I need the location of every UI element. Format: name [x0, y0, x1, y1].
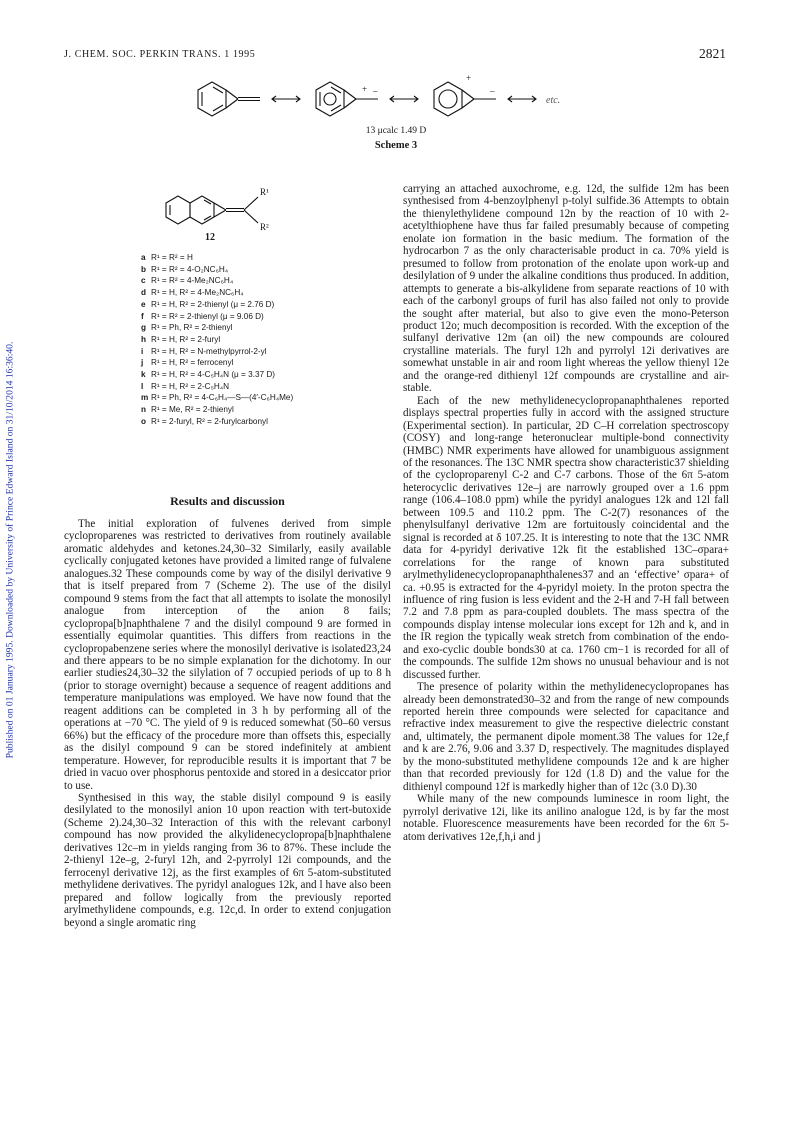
substituent-item: [141, 287, 391, 299]
paragraph: carrying an attached auxochrome, e.g. 12d, the sulfide 12m has been synthesised from 4-benzoylphenyl p-tolyl sulfide.36 Attempts to obtain the thienylethylidene compound 12n by the reaction of 10 with 2-acetylthiophene have thus far failed presumably because of competing enolate ion formation in the basic medium. The formation of the hydrocarbon 7 as the only characterisable product in ca. 70% yield is presumed to follow from protonation of the enolate upon work-up and desilylation of 9 under the alkaline conditions thus produced. In addition, attempts to generate a bis-alkylidene from separate reactions of 10 with each of the carbonyl groups of furil has also failed not only to provide the sought after material, but also to give even the mono-Peterson product 12o; much decomposition is recorded. With the exception of the sulfanyl derivative 12m (an oil) the new compounds are coloured crystalline materials. The furyl 12h and pyrrolyl 12i derivatives are somewhat unstable in air and room light whereas the yellow thienyl 12e and the orange-red dithienyl 12f compounds are crystalline and air-stable.: [403, 183, 729, 395]
r1-label: R¹: [260, 187, 269, 197]
substituent-text: R¹ = Ph, R² = 4-C₆H₄—S—(4′-C₆H₄Me): [151, 393, 294, 403]
substituent-text: R¹ = 2-furyl, R² = 2-furylcarbonyl: [151, 416, 268, 426]
resonance-arrow-1: [272, 96, 300, 102]
substituent-key: e: [141, 299, 146, 309]
r2-label: R²: [260, 222, 269, 232]
paragraph: The presence of polarity within the methylidenecyclopropanes has already been demonstrated30–32 and from the range of new compounds reported herein three compounds were selected for capacitance and refractive index measurement to give the respective dielectric constant and, ultimately, the permanent dipole moment.38 The values for 12e,f and k are 2.76, 9.06 and 3.37 D, respectively. The magnitudes displayed by the mono-substituted methylidene compounds 12e and k are higher than that recorded previously for 12d (1.8 D) and the value for the dithienyl compound 12f is markedly higher than of 12c (3.0 D).30: [403, 681, 729, 793]
substituent-text: R¹ = H, R² = 2-furyl: [151, 334, 221, 344]
charge-plus-2: +: [362, 84, 368, 94]
substituent-item: [141, 334, 391, 346]
substituent-item: [141, 369, 391, 381]
substituent-key: k: [141, 370, 146, 380]
compound-12-structure: [150, 183, 290, 243]
substituent-text: R¹ = Me, R² = 2-thienyl: [151, 405, 234, 415]
download-watermark-text[interactable]: Published on 01 January 1995. Downloaded by University of Prince Edward Island on 31/10/2014 16:36:40.: [4, 341, 16, 759]
substituent-item: [141, 322, 391, 334]
substituent-key: m: [141, 393, 149, 403]
running-header: [64, 46, 726, 64]
substituent-key: j: [141, 358, 144, 368]
substituent-key: d: [141, 288, 147, 298]
substituent-item: [141, 404, 391, 416]
substituent-item: [141, 357, 391, 369]
substituent-text: R¹ = H, R² = 4-C₅H₄N (μ = 3.37 D): [151, 370, 275, 380]
paragraph: Each of the new methylidenecyclopropanaphthalenes reported displays spectral properties fully in accord with the assigned structure (Experimental section). In particular, 2D C–H correlation spectroscopy (COSY) and long-range heteronuclear multiple-bond connectivity (HMBC) NMR experiments have allowed for unambiguous assignment of the resonances. The 13C NMR spectra show characteristic37 shielding of the cycloproparenyl C-2 and C-7 carbons. Those of the 6π 5-atom heterocyclic derivatives 12e–j are narrowly grouped over a 1.6 ppm range (106.4–108.0 ppm) while the pyridyl analogues 12k and 12l fall between 109.5 and 110.2 ppm. The C-2(7) resonances of the phenylsulfanyl derivative 12m are fortuitously coincidental and the signal is recorded at δ 107.25. It is interesting to note that the 13C NMR data for 4-pyridyl derivative 12k fit the established 13C–σpara+ correlations for the range of known para substituted arylmethylidenecyclopropanaphthalenes37 and an ‘effective’ σpara+ of ca. +0.95 is extracted for the 4-pyridyl moiety. In the proton spectra the influence of ring fusion is less evident and the 2-H and 7-H fall between 7.2 and 7.8 ppm as para-coupled doublets. The mass spectra of the compounds display intense molecular ions except for 12h and k, and in the IR region the typically weak stretch from combination of the endo- and exo-cyclic double bonds30 at ca. 1760 cm−1 is recorded for all of the compounds. The sulfide 12m shows no unusual behaviour and is not discussed further.: [403, 394, 729, 681]
substituent-item: [141, 299, 391, 311]
charge-minus-3: –: [490, 86, 495, 96]
right-column-text: [403, 183, 729, 843]
substituent-text: R¹ = Ph, R² = 2-thienyl: [151, 323, 233, 333]
paragraph: While many of the new compounds luminesce in room light, the pyrrolyl derivative 12i, like its anilino analogue 12d, is by far the most notable. Fluorescence measurements have been recorded for the 6π 5-atom derivatives 12e,f,h,i and j: [403, 793, 729, 843]
charge-minus-2: –: [373, 86, 378, 96]
compound-12-label: 12: [205, 232, 215, 243]
substituent-item: [141, 392, 391, 404]
page-number: 2821: [699, 46, 726, 61]
resonance-structure-2: [316, 82, 378, 116]
substituent-item: [141, 346, 391, 358]
resonance-arrow-3: [508, 96, 536, 102]
substituent-key: n: [141, 405, 147, 415]
substituent-item: [141, 275, 391, 287]
substituent-text: R¹ = H, R² = 4-Me₂NC₆H₄: [151, 288, 244, 298]
scheme-3-structures: [190, 68, 610, 130]
substituent-item: [141, 416, 391, 428]
substituent-list: [141, 252, 391, 428]
substituent-text: R¹ = H, R² = 2-C₅H₄N: [151, 381, 230, 391]
substituent-key: g: [141, 323, 147, 333]
substituent-key: h: [141, 334, 147, 344]
paragraph: The initial exploration of fulvenes derived from simple cycloproparenes was restricted to derivatives from routinely available aromatic aldehydes and ketones.24,30–32 Similarly, easily available cyclically conjugated ketones have provided a limited range of fulvalene analogues.32 These compounds come by way of the disilyl derivative 9 that is itself prepared from 7 (Scheme 2). The use of the disilyl compound 9 stems from the fact that all attempts to isolate the monosilyl analogue from interception of the anion 8 fails; cyclopropa[b]naphthalene 7 and the disilyl compound 9 are formed in essentially equimolar quantities. This differs from reactions in the cyclopropabenzene series where the monosilyl derivative is isolated23,24 and there appears to be no simple explanation for the dichotomy. In our earlier studies24,30–32 the silylation of 7 occupied periods of up to 8 h (prior to storage overnight) because a sequence of reagent additions and temperature manipulations was employed. We have now found that the reagent additions can be completed in 3 h by performing all of the operations at −70 °C. The yield of 9 is reduced somewhat (50–60 versus 66%) but the efficacy of the procedure more than offsets this, especially as the disilyl compound 9 can be stored indefinitely at ambient temperature. However, for reproducible results it is important that 7 be dried in vacuo over phosphorus pentoxide and stored in a desiccator prior to use.: [64, 518, 391, 792]
resonance-structure-1: [198, 82, 260, 116]
substituent-item: [141, 311, 391, 323]
substituent-key: a: [141, 253, 146, 262]
substituent-key: l: [141, 381, 144, 391]
charge-plus-3: +: [466, 73, 472, 83]
substituent-text: R¹ = R² = 4-O₂NC₆H₄: [151, 264, 229, 274]
substituent-key: o: [141, 416, 147, 426]
substituent-text: R¹ = H, R² = N-methylpyrrol-2-yl: [151, 346, 267, 356]
compound-13-caption: 13 μcalc 1.49 D: [365, 126, 427, 136]
scheme-label: Scheme 3: [374, 140, 418, 151]
substituent-item: [141, 264, 391, 276]
download-watermark: [2, 210, 18, 890]
section-heading: Results and discussion: [170, 494, 285, 508]
substituent-text: R¹ = R² = 2-thienyl (μ = 9.06 D): [151, 311, 264, 321]
scheme-etc-label: etc.: [546, 95, 561, 106]
substituent-key: c: [141, 276, 146, 286]
resonance-arrow-2: [390, 96, 418, 102]
substituent-text: R¹ = R² = 4-Me₂NC₆H₄: [151, 276, 234, 286]
substituent-key: b: [141, 264, 147, 274]
resonance-structure-3: [434, 82, 496, 116]
substituent-text: R¹ = H, R² = 2-thienyl (μ = 2.76 D): [151, 299, 275, 309]
substituent-item: [141, 252, 391, 264]
left-column-text: [64, 518, 391, 929]
journal-citation: J. CHEM. SOC. PERKIN TRANS. 1 1995: [64, 49, 256, 60]
substituent-key: f: [141, 311, 144, 321]
paragraph: Synthesised in this way, the stable disilyl compound 9 is easily desilylated to the monosilyl anion 10 upon reaction with tert-butoxide (Scheme 2).24,30–32 Interaction of this with the relevant carbonyl compound has now provided the alkylidenecyclopropa[b]naphthalene derivatives 12c–m in yields ranging from 36 to 87%. These include the 2-thienyl 12e–g, 2-furyl 12h, and 2-pyrrolyl 12i compounds, and the ferrocenyl derivative 12j, as the first examples of 6π 5-atom-substituted methylidene derivatives. The pyridyl analogues 12k, and l have also been prepared and follow logically from the previously reported arylmethylidene compounds, e.g. 12c,d. In order to extend conjugation beyond a single aromatic ring: [64, 791, 391, 929]
substituent-text: R¹ = H, R² = ferrocenyl: [151, 358, 234, 368]
substituent-key: i: [141, 346, 144, 356]
substituent-item: [141, 381, 391, 393]
substituent-text: R¹ = R² = H: [151, 253, 193, 262]
